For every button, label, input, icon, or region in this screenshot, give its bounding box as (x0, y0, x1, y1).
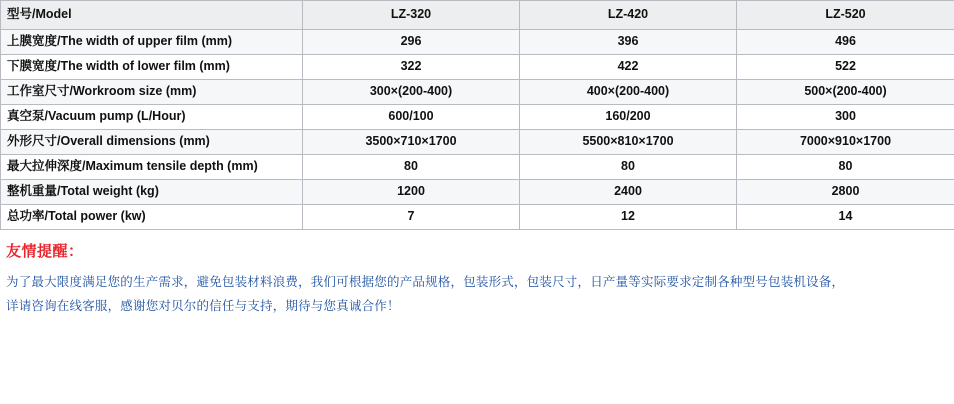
row-value: 12 (520, 205, 737, 230)
row-label-cn: 最大拉伸深度 (7, 159, 83, 174)
row-label (1, 30, 303, 55)
table-row (1, 80, 954, 105)
header-cell-model: 型号/Model (1, 1, 303, 30)
row-value: 396 (520, 30, 737, 55)
row-label-en: /Overall dimensions (mm) (57, 134, 210, 149)
row-value: 2800 (737, 180, 954, 205)
table-row (1, 30, 954, 55)
row-value: 80 (520, 155, 737, 180)
table-header-row (1, 1, 954, 30)
row-value: 80 (737, 155, 954, 180)
row-label-cn: 下膜宽度 (7, 59, 58, 74)
row-value: 7000×910×1700 (737, 130, 954, 155)
notice-section (0, 230, 954, 319)
row-label (1, 130, 303, 155)
row-value: 14 (737, 205, 954, 230)
notice-line-1: 为了最大限度满足您的生产需求，避免包装材料浪费，我们可根据您的产品规格，包装形式，包装尺寸，日产量等实际要求定制各种型号包装机设备， (6, 275, 845, 289)
row-value: 296 (303, 30, 520, 55)
row-value: 600/100 (303, 105, 520, 130)
table-row (1, 105, 954, 130)
notice-line-2: 详请咨询在线客服，感谢您对贝尔的信任与支持，期待与您真诚合作！ (6, 299, 400, 314)
row-label-cn: 总功率 (7, 209, 45, 224)
row-value: 5500×810×1700 (520, 130, 737, 155)
row-label (1, 205, 303, 230)
header-cell-model-3: LZ-520 (737, 1, 954, 30)
table-row (1, 180, 954, 205)
row-value: 80 (303, 155, 520, 180)
row-value: 522 (737, 55, 954, 80)
row-label-cn: 工作室尺寸 (7, 84, 70, 99)
table-row (1, 155, 954, 180)
table-row (1, 55, 954, 80)
row-label-en: /Total power (kw) (44, 209, 146, 224)
row-label (1, 105, 303, 130)
row-label-cn: 上膜宽度 (7, 34, 58, 49)
row-label-en: /Total weight (kg) (57, 184, 159, 199)
row-label-cn: 整机重量 (7, 184, 58, 199)
row-value: 7 (303, 205, 520, 230)
row-value: 3500×710×1700 (303, 130, 520, 155)
row-value: 1200 (303, 180, 520, 205)
row-label (1, 180, 303, 205)
row-label-en: /Vacuum pump (L/Hour) (44, 109, 186, 124)
notice-title: 友情提醒： (6, 243, 84, 260)
row-value: 500×(200-400) (737, 80, 954, 105)
row-label-en: /The width of upper film (mm) (57, 34, 233, 49)
header-cell-model-2: LZ-420 (520, 1, 737, 30)
row-label (1, 55, 303, 80)
row-label-en: /Maximum tensile depth (mm) (82, 159, 258, 174)
row-value: 496 (737, 30, 954, 55)
row-label (1, 155, 303, 180)
table-row (1, 205, 954, 230)
row-value: 300×(200-400) (303, 80, 520, 105)
row-value: 422 (520, 55, 737, 80)
row-value: 322 (303, 55, 520, 80)
row-label-cn: 真空泵 (7, 109, 45, 124)
row-label-cn: 外形尺寸 (7, 134, 58, 149)
row-value: 400×(200-400) (520, 80, 737, 105)
row-label (1, 80, 303, 105)
header-cell-model-1: LZ-320 (303, 1, 520, 30)
row-value: 2400 (520, 180, 737, 205)
row-label-en: /The width of lower film (mm) (57, 59, 230, 74)
row-label-en: /Workroom size (mm) (69, 84, 197, 99)
row-value: 300 (737, 105, 954, 130)
table-row (1, 130, 954, 155)
row-value: 160/200 (520, 105, 737, 130)
